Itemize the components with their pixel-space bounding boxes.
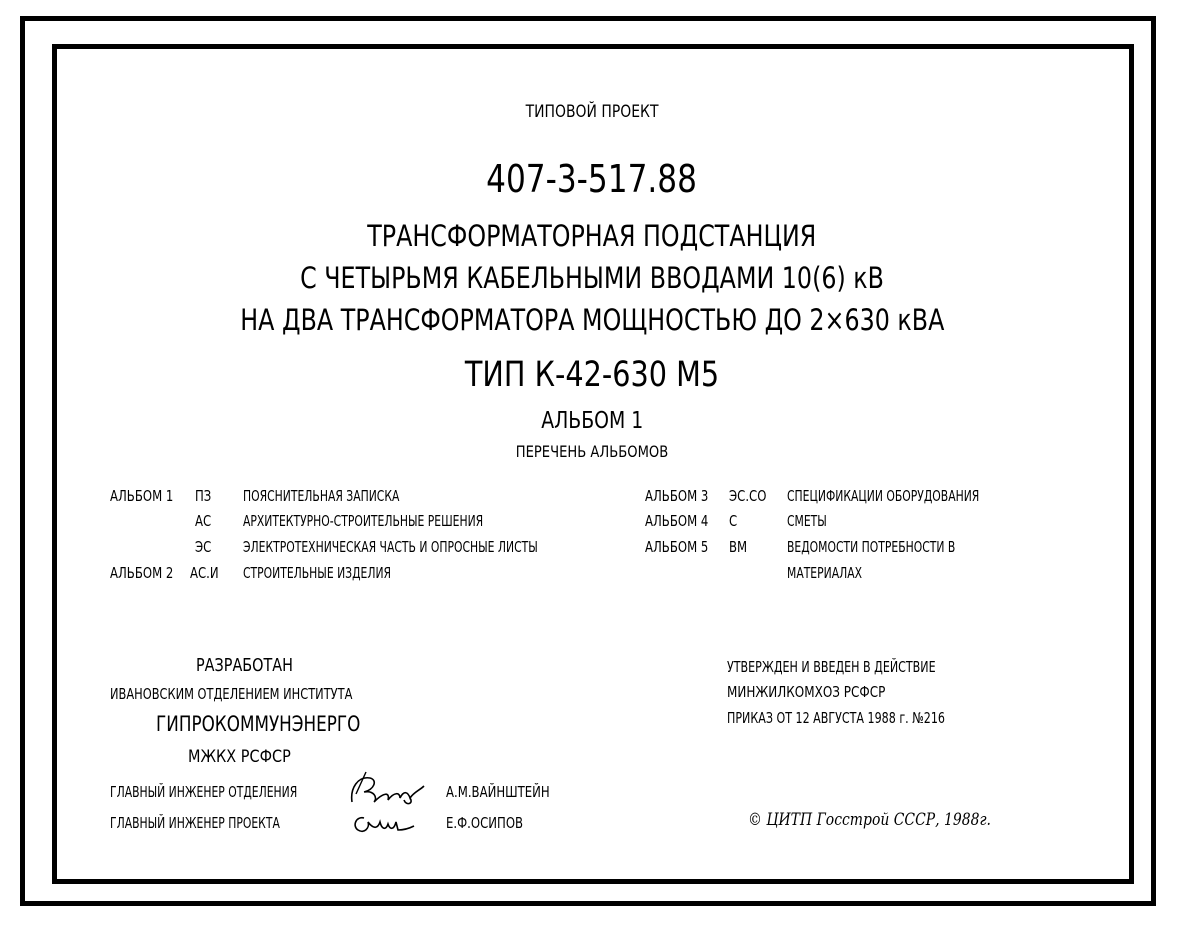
title-line-3: НА ДВА ТРАНСФОРМАТОРА МОЩНОСТЬЮ ДО 2×630 кВА xyxy=(239,303,945,337)
list-item-album: АЛЬБОМ 3 xyxy=(645,487,709,505)
list-item-title: ЭЛЕКТРОТЕХНИЧЕСКАЯ ЧАСТЬ И ОПРОСНЫЕ ЛИСТЫ xyxy=(243,538,538,556)
chief-dept-label: ГЛАВНЫЙ ИНЖЕНЕР ОТДЕЛЕНИЯ xyxy=(110,783,298,801)
copyright: © ЦИТП Госстрой СССР, 1988г. xyxy=(748,810,991,830)
list-item-code: ЭС.СО xyxy=(729,487,767,505)
type-line: ТИП К-42-630 М5 xyxy=(464,355,720,395)
list-item-code: АС xyxy=(195,512,212,530)
list-item-album: АЛЬБОМ 4 xyxy=(645,512,709,530)
approval-line-3: ПРИКАЗ ОТ 12 АВГУСТА 1988 г. №216 xyxy=(727,709,945,727)
list-item-title: СПЕЦИФИКАЦИИ ОБОРУДОВАНИЯ xyxy=(787,487,980,505)
list-item-code: ЭС xyxy=(195,538,212,556)
approval-line-2: МИНЖИЛКОМХОЗ РСФСР xyxy=(727,683,886,701)
list-item-title: АРХИТЕКТУРНО-СТРОИТЕЛЬНЫЕ РЕШЕНИЯ xyxy=(243,512,484,530)
list-item-album: АЛЬБОМ 5 xyxy=(645,538,709,556)
signature-vainshtein xyxy=(344,770,434,808)
approval-line-1: УТВЕРЖДЕН И ВВЕДЕН В ДЕЙСТВИЕ xyxy=(727,658,936,676)
list-item-code: С xyxy=(729,512,738,530)
list-item-title: МАТЕРИАЛАХ xyxy=(787,564,863,582)
chief-dept-name: А.М.ВАЙНШТЕЙН xyxy=(446,783,550,801)
list-item-title: СТРОИТЕЛЬНЫЕ ИЗДЕЛИЯ xyxy=(243,564,392,582)
signature-osipov xyxy=(350,810,416,836)
developer-institute: ГИПРОКОММУНЭНЕРГО xyxy=(156,712,361,736)
project-number: 407-3-517.88 xyxy=(486,157,698,201)
developer-ministry: МЖКХ РСФСР xyxy=(188,747,291,767)
list-item-code: ПЗ xyxy=(195,487,212,505)
title-line-1: ТРАНСФОРМАТОРНАЯ ПОДСТАНЦИЯ xyxy=(367,219,817,253)
list-item-code: ВМ xyxy=(729,538,748,556)
title-line-2: С ЧЕТЫРЬМЯ КАБЕЛЬНЫМИ ВВОДАМИ 10(6) кВ xyxy=(300,261,884,295)
developer-line-1: ИВАНОВСКИМ ОТДЕЛЕНИЕМ ИНСТИТУТА xyxy=(110,685,353,703)
list-item-title: ВЕДОМОСТИ ПОТРЕБНОСТИ В xyxy=(787,538,956,556)
list-item-title: СМЕТЫ xyxy=(787,512,827,530)
chief-proj-name: Е.Ф.ОСИПОВ xyxy=(446,814,524,832)
list-item-album: АЛЬБОМ 2 xyxy=(110,564,174,582)
list-item-code: АС.И xyxy=(190,564,219,582)
chief-proj-label: ГЛАВНЫЙ ИНЖЕНЕР ПРОЕКТА xyxy=(110,814,280,832)
project-type: ТИПОВОЙ ПРОЕКТ xyxy=(525,102,659,122)
list-item-album: АЛЬБОМ 1 xyxy=(110,487,174,505)
list-item-title: ПОЯСНИТЕЛЬНАЯ ЗАПИСКА xyxy=(243,487,400,505)
developer-heading: РАЗРАБОТАН xyxy=(196,655,293,676)
album-title: АЛЬБОМ 1 xyxy=(540,408,644,434)
list-heading: ПЕРЕЧЕНЬ АЛЬБОМОВ xyxy=(515,442,669,461)
